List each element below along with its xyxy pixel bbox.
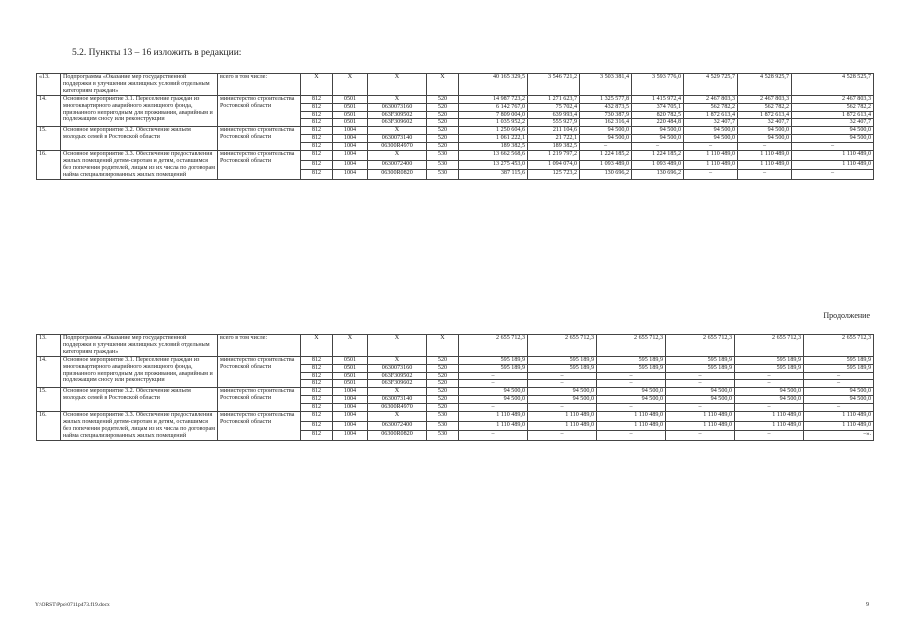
responsible-executor: всего в том числе: bbox=[218, 335, 301, 357]
rzpr-code: 1004 bbox=[333, 431, 368, 441]
amount-cell: 94 500,0 bbox=[792, 135, 874, 143]
amount-cell: 94 500,0 bbox=[632, 127, 684, 135]
rzpr-code: 1004 bbox=[333, 143, 368, 151]
grbs-code: 812 bbox=[301, 356, 333, 364]
amount-cell: – bbox=[597, 372, 666, 380]
amount-cell: 13 662 568,6 bbox=[459, 151, 528, 161]
amount-cell: – bbox=[735, 372, 804, 380]
amount-cell: 1 872 613,4 bbox=[738, 111, 792, 119]
amount-cell: –». bbox=[804, 431, 874, 441]
grbs-code: 812 bbox=[301, 143, 333, 151]
csr-code: 0630073160 bbox=[368, 103, 427, 111]
row-number: 14. bbox=[37, 356, 61, 388]
responsible-executor: министерство строительства Ростовской области bbox=[218, 412, 301, 441]
amount-cell: 595 189,9 bbox=[528, 356, 597, 364]
grbs-code: 812 bbox=[301, 160, 333, 170]
amount-cell: 1 110 489,0 bbox=[804, 421, 874, 431]
amount-cell: – bbox=[792, 143, 874, 151]
amount-cell: – bbox=[528, 404, 597, 412]
rzpr-code: 1004 bbox=[333, 388, 368, 396]
amount-cell: 94 500,0 bbox=[804, 388, 874, 396]
csr-code: 0630073160 bbox=[368, 364, 427, 372]
amount-cell: 820 782,5 bbox=[632, 111, 684, 119]
amount-cell: 94 500,0 bbox=[735, 396, 804, 404]
vr-code: 520 bbox=[427, 356, 459, 364]
csr-code: X bbox=[368, 388, 427, 396]
grbs-code: 812 bbox=[301, 431, 333, 441]
row-number: 16. bbox=[37, 412, 61, 441]
amount-cell: 94 500,0 bbox=[792, 127, 874, 135]
program-name: Основное мероприятие 3.1. Переселение граждан из многоквартирного аварийного жилищного фонда, признанного непригодным для проживания, аварийным и подлежащим сносу или реконструкции bbox=[61, 95, 218, 127]
responsible-executor: министерство строительства Ростовской области bbox=[218, 356, 301, 388]
amount-cell: 94 500,0 bbox=[632, 135, 684, 143]
table-row bbox=[37, 151, 874, 161]
responsible-executor: министерство строительства Ростовской области bbox=[218, 95, 301, 127]
amount-cell: 189 382,5 bbox=[528, 143, 580, 151]
table-row bbox=[37, 74, 874, 96]
amount-cell: 595 189,9 bbox=[459, 364, 528, 372]
amount-cell: 1 219 797,2 bbox=[528, 151, 580, 161]
amount-cell: 125 723,2 bbox=[528, 170, 580, 180]
amount-cell: 595 189,9 bbox=[459, 356, 528, 364]
table-row bbox=[37, 95, 874, 103]
grbs-code: 812 bbox=[301, 396, 333, 404]
program-name: Подпрограмма «Оказание мер государственной поддержки в улучшении жилищных условий отдельным категориям граждан» bbox=[61, 335, 218, 357]
csr-code: 06300R4970 bbox=[368, 404, 427, 412]
amount-cell: 1 110 489,0 bbox=[666, 421, 735, 431]
grbs-code: 812 bbox=[301, 95, 333, 103]
vr-code: 530 bbox=[427, 421, 459, 431]
amount-cell: 189 382,5 bbox=[459, 143, 528, 151]
program-group bbox=[37, 127, 874, 151]
amount-cell: 94 500,0 bbox=[804, 396, 874, 404]
rzpr-code: 1004 bbox=[333, 404, 368, 412]
grbs-code: 812 bbox=[301, 127, 333, 135]
amount-cell: 13 275 453,0 bbox=[459, 160, 528, 170]
amount-cell: 4 528 525,7 bbox=[792, 74, 874, 96]
amount-cell: 1 110 489,0 bbox=[792, 151, 874, 161]
amount-cell: 3 503 381,4 bbox=[580, 74, 632, 96]
amount-cell: 595 189,9 bbox=[735, 364, 804, 372]
amount-cell: 1 110 489,0 bbox=[459, 421, 528, 431]
amount-cell: 1 872 613,4 bbox=[792, 111, 874, 119]
amount-cell: 94 500,0 bbox=[684, 135, 738, 143]
amount-cell: 2 655 712,3 bbox=[597, 335, 666, 357]
amount-cell: – bbox=[459, 372, 528, 380]
amount-cell: 595 189,9 bbox=[666, 356, 735, 364]
amount-cell: 94 500,0 bbox=[597, 396, 666, 404]
row-number: «13. bbox=[37, 74, 61, 96]
rzpr-code: 0501 bbox=[333, 95, 368, 103]
amount-cell: 1 110 489,0 bbox=[597, 412, 666, 422]
amount-cell: 1 110 489,0 bbox=[459, 412, 528, 422]
rzpr-code: 0501 bbox=[333, 103, 368, 111]
grbs-code: 812 bbox=[301, 170, 333, 180]
amount-cell: – bbox=[735, 431, 804, 441]
amount-cell: 7 809 004,0 bbox=[459, 111, 528, 119]
rzpr-code: 0501 bbox=[333, 364, 368, 372]
grbs-code: 812 bbox=[301, 404, 333, 412]
vr-code: 520 bbox=[427, 127, 459, 135]
vr-code: X bbox=[427, 74, 459, 96]
program-group bbox=[37, 412, 874, 441]
amount-cell: 75 702,4 bbox=[528, 103, 580, 111]
amount-cell: – bbox=[684, 170, 738, 180]
amount-cell: 40 165 329,5 bbox=[459, 74, 528, 96]
grbs-code: 812 bbox=[301, 364, 333, 372]
table-row bbox=[37, 388, 874, 396]
amount-cell: 1 110 489,0 bbox=[792, 160, 874, 170]
grbs-code: 812 bbox=[301, 388, 333, 396]
amount-cell: 595 189,9 bbox=[735, 356, 804, 364]
vr-code: 520 bbox=[427, 396, 459, 404]
amount-cell: 2 655 712,3 bbox=[528, 335, 597, 357]
responsible-executor: всего в том числе: bbox=[218, 74, 301, 96]
csr-code: X bbox=[368, 412, 427, 422]
amount-cell: – bbox=[580, 143, 632, 151]
amount-cell: 555 927,9 bbox=[528, 119, 580, 127]
csr-code: X bbox=[368, 95, 427, 103]
amount-cell: 387 115,6 bbox=[459, 170, 528, 180]
amount-cell: 2 467 803,3 bbox=[792, 95, 874, 103]
amount-cell: 1 110 489,0 bbox=[735, 412, 804, 422]
amount-cell: 595 189,9 bbox=[666, 364, 735, 372]
amount-cell: 94 500,0 bbox=[459, 396, 528, 404]
rzpr-code: 0501 bbox=[333, 372, 368, 380]
amount-cell: – bbox=[666, 404, 735, 412]
amount-cell: 3 593 776,0 bbox=[632, 74, 684, 96]
rzpr-code: 1004 bbox=[333, 135, 368, 143]
amount-cell: 1 093 489,0 bbox=[580, 160, 632, 170]
amount-cell: 130 696,2 bbox=[580, 170, 632, 180]
amount-cell: 2 655 712,3 bbox=[666, 335, 735, 357]
budget-table-part-1 bbox=[36, 73, 874, 180]
amount-cell: 1 110 489,0 bbox=[666, 412, 735, 422]
file-path-footer: Y:\ORST\Ppo\0711p473.f19.docx bbox=[35, 602, 110, 608]
amount-cell: – bbox=[528, 380, 597, 388]
section-heading: 5.2. Пункты 13 – 16 изложить в редакции: bbox=[72, 48, 242, 58]
grbs-code: 812 bbox=[301, 103, 333, 111]
csr-code: X bbox=[368, 151, 427, 161]
vr-code: 520 bbox=[427, 119, 459, 127]
amount-cell: 1 224 185,2 bbox=[580, 151, 632, 161]
amount-cell: 94 500,0 bbox=[684, 127, 738, 135]
amount-cell: – bbox=[597, 404, 666, 412]
vr-code: 520 bbox=[427, 95, 459, 103]
grbs-code: 812 bbox=[301, 119, 333, 127]
program-name: Основное мероприятие 3.1. Переселение граждан из многоквартирного аварийного жилищного фонда, признанного непригодным для проживания, аварийным и подлежащим сносу или реконструкции bbox=[61, 356, 218, 388]
amount-cell: – bbox=[804, 372, 874, 380]
amount-cell: 94 500,0 bbox=[528, 396, 597, 404]
rzpr-code: X bbox=[333, 74, 368, 96]
amount-cell: 94 500,0 bbox=[738, 135, 792, 143]
amount-cell: 1 415 972,4 bbox=[632, 95, 684, 103]
csr-code: 0630072400 bbox=[368, 160, 427, 170]
page-number: 9 bbox=[866, 602, 869, 608]
program-name: Основное мероприятие 3.2. Обеспечение жильем молодых семей в Ростовской области bbox=[61, 127, 218, 151]
amount-cell: 1 110 489,0 bbox=[684, 160, 738, 170]
amount-cell: 1 035 952,2 bbox=[459, 119, 528, 127]
csr-code: 063F309502 bbox=[368, 372, 427, 380]
row-number: 15. bbox=[37, 127, 61, 151]
amount-cell: 1 110 489,0 bbox=[528, 421, 597, 431]
vr-code: 520 bbox=[427, 380, 459, 388]
csr-code: 06300R4970 bbox=[368, 143, 427, 151]
amount-cell: 1 110 489,0 bbox=[738, 160, 792, 170]
responsible-executor: министерство строительства Ростовской области bbox=[218, 127, 301, 151]
amount-cell: 2 467 803,3 bbox=[738, 95, 792, 103]
program-group bbox=[37, 74, 874, 96]
amount-cell: – bbox=[666, 372, 735, 380]
amount-cell: – bbox=[792, 170, 874, 180]
rzpr-code: 1004 bbox=[333, 396, 368, 404]
amount-cell: 94 500,0 bbox=[666, 396, 735, 404]
table-row bbox=[37, 356, 874, 364]
amount-cell: – bbox=[684, 143, 738, 151]
amount-cell: 2 655 712,3 bbox=[459, 335, 528, 357]
responsible-executor: министерство строительства Ростовской области bbox=[218, 151, 301, 180]
amount-cell: 4 528 925,7 bbox=[738, 74, 792, 96]
vr-code: 530 bbox=[427, 160, 459, 170]
amount-cell: 1 325 577,8 bbox=[580, 95, 632, 103]
csr-code: 0630073140 bbox=[368, 135, 427, 143]
csr-code: 063F309602 bbox=[368, 119, 427, 127]
amount-cell: 94 500,0 bbox=[735, 388, 804, 396]
grbs-code: X bbox=[301, 335, 333, 357]
amount-cell: 2 655 712,3 bbox=[735, 335, 804, 357]
grbs-code: 812 bbox=[301, 421, 333, 431]
amount-cell: 2 655 712,3 bbox=[804, 335, 874, 357]
csr-code: X bbox=[368, 356, 427, 364]
amount-cell: 94 500,0 bbox=[580, 135, 632, 143]
amount-cell: 94 500,0 bbox=[738, 127, 792, 135]
grbs-code: X bbox=[301, 74, 333, 96]
csr-code: X bbox=[368, 74, 427, 96]
amount-cell: 595 189,9 bbox=[804, 364, 874, 372]
amount-cell: 130 696,2 bbox=[632, 170, 684, 180]
amount-cell: – bbox=[735, 404, 804, 412]
rzpr-code: X bbox=[333, 335, 368, 357]
amount-cell: 1 110 489,0 bbox=[528, 412, 597, 422]
csr-code: 06300R0820 bbox=[368, 170, 427, 180]
rzpr-code: 1004 bbox=[333, 170, 368, 180]
amount-cell: – bbox=[804, 380, 874, 388]
amount-cell: – bbox=[528, 372, 597, 380]
program-group bbox=[37, 388, 874, 412]
program-group bbox=[37, 335, 874, 357]
amount-cell: 432 873,5 bbox=[580, 103, 632, 111]
amount-cell: 1 110 489,0 bbox=[684, 151, 738, 161]
amount-cell: 2 467 803,3 bbox=[684, 95, 738, 103]
csr-code: X bbox=[368, 335, 427, 357]
amount-cell: – bbox=[666, 380, 735, 388]
amount-cell: 730 387,9 bbox=[580, 111, 632, 119]
rzpr-code: 0501 bbox=[333, 356, 368, 364]
amount-cell: – bbox=[597, 380, 666, 388]
table-row bbox=[37, 412, 874, 422]
program-group bbox=[37, 151, 874, 180]
vr-code: 530 bbox=[427, 151, 459, 161]
continuation-label: Продолжение bbox=[823, 311, 870, 320]
grbs-code: 812 bbox=[301, 372, 333, 380]
rzpr-code: 0501 bbox=[333, 380, 368, 388]
rzpr-code: 1004 bbox=[333, 412, 368, 422]
program-name: Основное мероприятие 3.2. Обеспечение жильем молодых семей в Ростовской области bbox=[61, 388, 218, 412]
amount-cell: – bbox=[459, 380, 528, 388]
csr-code: 063F309502 bbox=[368, 111, 427, 119]
program-name: Подпрограмма «Оказание мер государственной поддержки в улучшении жилищных условий отдельным категориям граждан» bbox=[61, 74, 218, 96]
program-group bbox=[37, 95, 874, 127]
amount-cell: 562 782,2 bbox=[738, 103, 792, 111]
amount-cell: 14 987 723,2 bbox=[459, 95, 528, 103]
amount-cell: 6 142 767,0 bbox=[459, 103, 528, 111]
row-number: 15. bbox=[37, 388, 61, 412]
program-name: Основное мероприятие 3.3. Обеспечение предоставления жилых помещений детям-сиротам и детям, оставшимся без попечения родителей, лицам из их числа по договорам найма специализированных жилых помещений bbox=[61, 151, 218, 180]
amount-cell: 94 500,0 bbox=[528, 388, 597, 396]
responsible-executor: министерство строительства Ростовской области bbox=[218, 388, 301, 412]
amount-cell: – bbox=[738, 143, 792, 151]
rzpr-code: 1004 bbox=[333, 421, 368, 431]
amount-cell: 595 189,9 bbox=[597, 356, 666, 364]
amount-cell: 1 271 623,7 bbox=[528, 95, 580, 103]
vr-code: 530 bbox=[427, 170, 459, 180]
row-number: 14. bbox=[37, 95, 61, 127]
vr-code: 520 bbox=[427, 404, 459, 412]
grbs-code: 812 bbox=[301, 135, 333, 143]
amount-cell: 211 104,6 bbox=[528, 127, 580, 135]
table-row bbox=[37, 335, 874, 357]
rzpr-code: 1004 bbox=[333, 127, 368, 135]
vr-code: 520 bbox=[427, 103, 459, 111]
csr-code: 0630073140 bbox=[368, 396, 427, 404]
amount-cell: 1 250 604,6 bbox=[459, 127, 528, 135]
amount-cell: 1 224 185,2 bbox=[632, 151, 684, 161]
amount-cell: 1 110 489,0 bbox=[735, 421, 804, 431]
grbs-code: 812 bbox=[301, 380, 333, 388]
amount-cell: 595 189,9 bbox=[804, 356, 874, 364]
amount-cell: – bbox=[528, 431, 597, 441]
vr-code: 530 bbox=[427, 431, 459, 441]
amount-cell: 94 500,0 bbox=[459, 388, 528, 396]
program-name: Основное мероприятие 3.3. Обеспечение предоставления жилых помещений детям-сиротам и детям, оставшимся без попечения родителей, лицам из их числа по договорам найма специализированных жилых помещений bbox=[61, 412, 218, 441]
csr-code: X bbox=[368, 127, 427, 135]
amount-cell: – bbox=[735, 380, 804, 388]
amount-cell: 1 061 222,1 bbox=[459, 135, 528, 143]
vr-code: 520 bbox=[427, 111, 459, 119]
amount-cell: 162 316,4 bbox=[580, 119, 632, 127]
amount-cell: 595 189,9 bbox=[597, 364, 666, 372]
vr-code: 520 bbox=[427, 135, 459, 143]
amount-cell: 94 500,0 bbox=[666, 388, 735, 396]
amount-cell: 94 500,0 bbox=[597, 388, 666, 396]
amount-cell: 1 110 489,0 bbox=[804, 412, 874, 422]
grbs-code: 812 bbox=[301, 111, 333, 119]
row-number: 16. bbox=[37, 151, 61, 180]
amount-cell: 220 484,8 bbox=[632, 119, 684, 127]
amount-cell: – bbox=[459, 431, 528, 441]
vr-code: X bbox=[427, 335, 459, 357]
csr-code: 063F309602 bbox=[368, 380, 427, 388]
amount-cell: 32 407,7 bbox=[684, 119, 738, 127]
grbs-code: 812 bbox=[301, 412, 333, 422]
amount-cell: 21 722,1 bbox=[528, 135, 580, 143]
amount-cell: 94 500,0 bbox=[580, 127, 632, 135]
rzpr-code: 1004 bbox=[333, 151, 368, 161]
rzpr-code: 1004 bbox=[333, 160, 368, 170]
amount-cell: 1 093 489,0 bbox=[632, 160, 684, 170]
grbs-code: 812 bbox=[301, 151, 333, 161]
amount-cell: 1 110 489,0 bbox=[597, 421, 666, 431]
vr-code: 520 bbox=[427, 143, 459, 151]
vr-code: 520 bbox=[427, 388, 459, 396]
amount-cell: 32 407,7 bbox=[738, 119, 792, 127]
amount-cell: 562 782,2 bbox=[792, 103, 874, 111]
rzpr-code: 0501 bbox=[333, 119, 368, 127]
amount-cell: 1 094 074,0 bbox=[528, 160, 580, 170]
amount-cell: 1 872 613,4 bbox=[684, 111, 738, 119]
amount-cell: – bbox=[632, 143, 684, 151]
budget-table-part-2 bbox=[36, 334, 874, 441]
amount-cell: 4 529 725,7 bbox=[684, 74, 738, 96]
amount-cell: 639 993,4 bbox=[528, 111, 580, 119]
amount-cell: 374 705,1 bbox=[632, 103, 684, 111]
amount-cell: – bbox=[597, 431, 666, 441]
amount-cell: 595 189,9 bbox=[528, 364, 597, 372]
amount-cell: 1 110 489,0 bbox=[738, 151, 792, 161]
rzpr-code: 0501 bbox=[333, 111, 368, 119]
amount-cell: – bbox=[666, 431, 735, 441]
vr-code: 530 bbox=[427, 412, 459, 422]
amount-cell: 562 782,2 bbox=[684, 103, 738, 111]
vr-code: 520 bbox=[427, 364, 459, 372]
table-row bbox=[37, 127, 874, 135]
amount-cell: – bbox=[804, 404, 874, 412]
vr-code: 520 bbox=[427, 372, 459, 380]
amount-cell: 3 546 721,2 bbox=[528, 74, 580, 96]
amount-cell: – bbox=[738, 170, 792, 180]
row-number: 13. bbox=[37, 335, 61, 357]
csr-code: 06300R0820 bbox=[368, 431, 427, 441]
amount-cell: 32 407,7 bbox=[792, 119, 874, 127]
program-group bbox=[37, 356, 874, 388]
csr-code: 0630072400 bbox=[368, 421, 427, 431]
amount-cell: – bbox=[459, 404, 528, 412]
